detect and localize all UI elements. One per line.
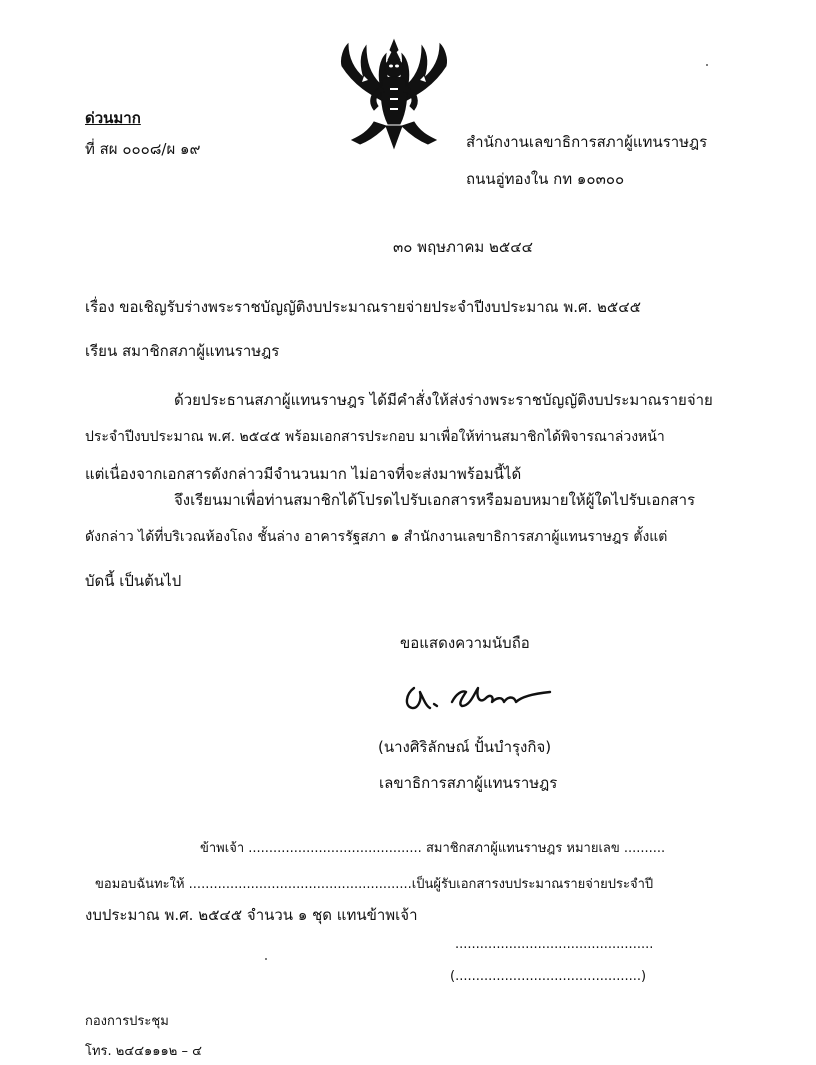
form-line3: งบประมาณ พ.ศ. ๒๕๔๕ จำนวน ๑ ชุด แทนข้าพเจ้า [85, 906, 418, 924]
reference-number: ที่ สผ ๐๐๐๘/ผ ๑๙ [85, 140, 201, 158]
handwritten-signature-icon [400, 676, 570, 716]
form-line2: ขอมอบฉันทะให้ ......................................................เป็นผู้รับเอกสารงบประมาณรายจ่ายประจำปี [95, 877, 654, 892]
paragraph1-line3: แต่เนื่องจากเอกสารดังกล่าวมีจำนวนมาก ไม่อาจที่จะส่งมาพร้อมนี้ได้ [85, 465, 522, 483]
paragraph2-line2: ดังกล่าว ได้ที่บริเวณห้องโถง ชั้นล่าง อาคารรัฐสภา ๑ สำนักงานเลขาธิการสภาผู้แทนราษฎร ตั้งแต่ [85, 529, 668, 545]
office-name: สำนักงานเลขาธิการสภาผู้แทนราษฎร [466, 133, 708, 151]
paragraph2-line1: จึงเรียนมาเพื่อท่านสมาชิกได้โปรดไปรับเอกสารหรือมอบหมายให้ผู้ใดไปรับเอกสาร [174, 491, 696, 509]
signature-dotted-line: ................................................ [455, 937, 654, 952]
scan-speck [706, 64, 708, 66]
paragraph1-line2: ประจำปีงบประมาณ พ.ศ. ๒๕๔๕ พร้อมเอกสารประกอบ มาเพื่อให้ท่านสมาชิกได้พิจารณาล่วงหน้า [85, 429, 665, 445]
addressee-line: เรียน สมาชิกสภาผู้แทนราษฎร [85, 342, 280, 360]
department-label: กองการประชุม [85, 1014, 169, 1029]
signer-name: (นางศิริลักษณ์ ปั้นบำรุงกิจ) [378, 738, 552, 756]
garuda-emblem-icon [334, 36, 454, 152]
scan-speck [265, 958, 267, 960]
office-address: ถนนอู่ทองใน กท ๑๐๓๐๐ [466, 170, 625, 188]
urgency-label: ด่วนมาก [85, 109, 141, 127]
paragraph2-line3: บัดนี้ เป็นต้นไป [85, 572, 182, 590]
subject-line: เรื่อง ขอเชิญรับร่างพระราชบัญญัติงบประมาณรายจ่ายประจำปีงบประมาณ พ.ศ. ๒๕๔๕ [85, 298, 641, 316]
phone-number: โทร. ๒๔๔๑๑๑๒ – ๔ [85, 1044, 202, 1059]
form-line1: ข้าพเจ้า .......................................... สมาชิกสภาผู้แทนราษฎร หมายเลข .......... [200, 841, 666, 856]
paragraph1-line1: ด้วยประธานสภาผู้แทนราษฎร ได้มีคำสั่งให้ส่งร่างพระราชบัญญัติงบประมาณรายจ่าย [174, 391, 713, 409]
letter-date: ๓๐ พฤษภาคม ๒๕๔๔ [393, 238, 533, 256]
name-dotted-line: (.............................................) [450, 969, 647, 984]
signer-title: เลขาธิการสภาผู้แทนราษฎร [379, 774, 558, 792]
closing-salutation: ขอแสดงความนับถือ [400, 634, 530, 652]
